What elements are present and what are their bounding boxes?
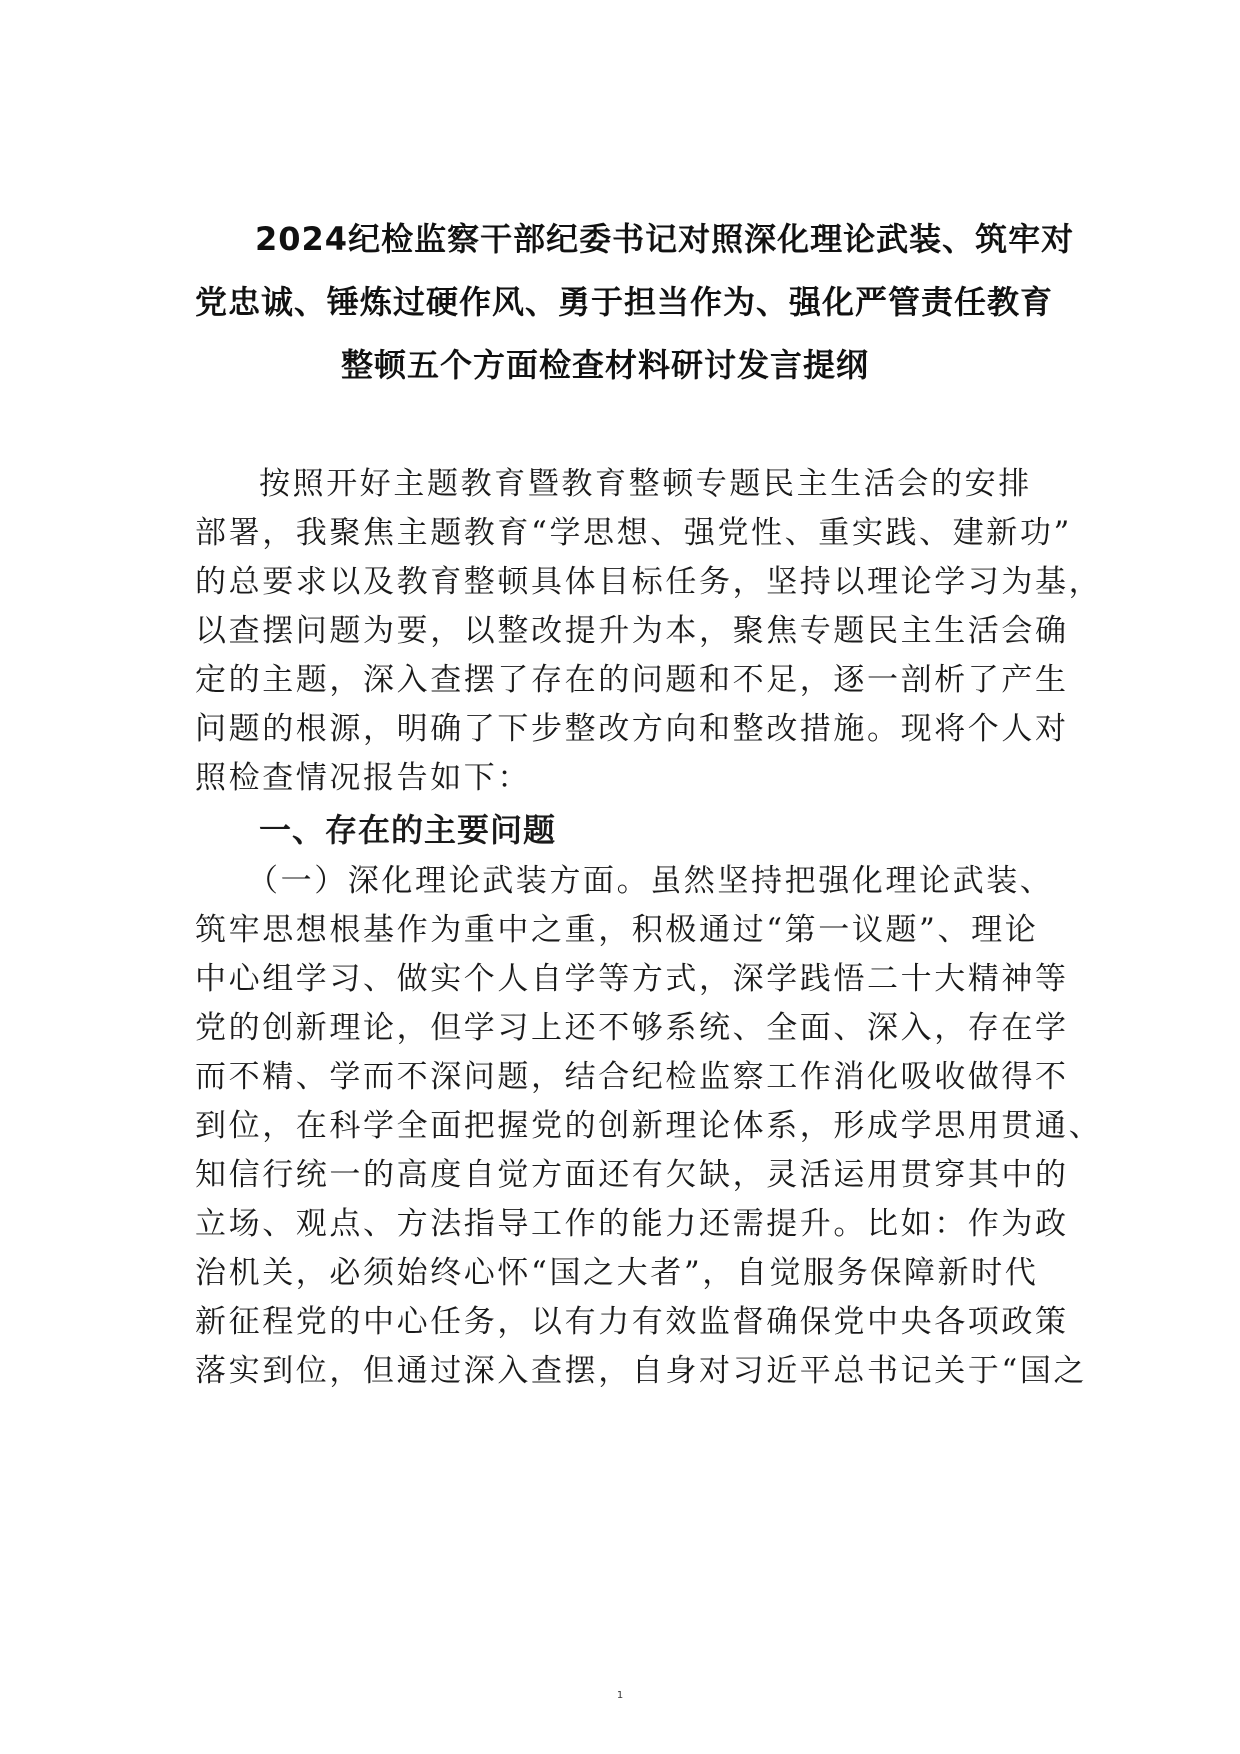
page-number: 1 [616,1690,624,1701]
paragraph-line: 问题的根源，明确了下步整改方向和整改措施。现将个人对 [195,711,1069,747]
paragraph-line: 部署，我聚焦主题教育“学思想、强党性、重实践、建新功” [195,515,1072,551]
paragraph-line: 到位，在科学全面把握党的创新理论体系，形成学思用贯通、 [195,1108,1103,1144]
paragraph-line: 按照开好主题教育暨教育整顿专题民主生活会的安排 [259,466,1032,502]
paragraph-line: 照检查情况报告如下： [195,760,531,796]
paragraph-line: 定的主题，深入查摆了存在的问题和不足，逐一剖析了产生 [195,662,1069,698]
title-line: 党忠诚、锤炼过硬作风、勇于担当作为、强化严管责任教育 [195,283,1054,321]
paragraph-line: （一）深化理论武装方面。虽然坚持把强化理论武装、 [247,863,1054,899]
paragraph-line: 立场、观点、方法指导工作的能力还需提升。比如：作为政 [195,1206,1069,1242]
paragraph-line: 中心组学习、做实个人自学等方式，深学践悟二十大精神等 [195,961,1069,997]
paragraph-line: 新征程党的中心任务，以有力有效监督确保党中央各项政策 [195,1304,1069,1340]
section-heading: 一、存在的主要问题 [259,811,557,849]
paragraph-line: 治机关，必须始终心怀“国之大者”，自觉服务保障新时代 [195,1255,1039,1291]
paragraph-line: 以查摆问题为要，以整改提升为本，聚焦专题民主生活会确 [195,613,1069,649]
paragraph-line: 而不精、学而不深问题，结合纪检监察工作消化吸收做得不 [195,1059,1069,1095]
paragraph-line: 落实到位，但通过深入查摆，自身对习近平总书记关于“国之 [195,1353,1088,1389]
paragraph-line: 的总要求以及教育整顿具体目标任务，坚持以理论学习为基， [195,564,1103,600]
paragraph-line: 筑牢思想根基作为重中之重，积极通过“第一议题”、理论 [195,912,1039,948]
paragraph-line: 党的创新理论，但学习上还不够系统、全面、深入，存在学 [195,1010,1069,1046]
document-title [195,218,1075,407]
title-line: 整顿五个方面检查材料研讨发言提纲 [340,346,869,384]
title-line: 2024纪检监察干部纪委书记对照深化理论武装、筑牢对 [255,220,1075,258]
document-body [195,460,1103,1396]
paragraph-line: 知信行统一的高度自觉方面还有欠缺，灵活运用贯穿其中的 [195,1157,1069,1193]
